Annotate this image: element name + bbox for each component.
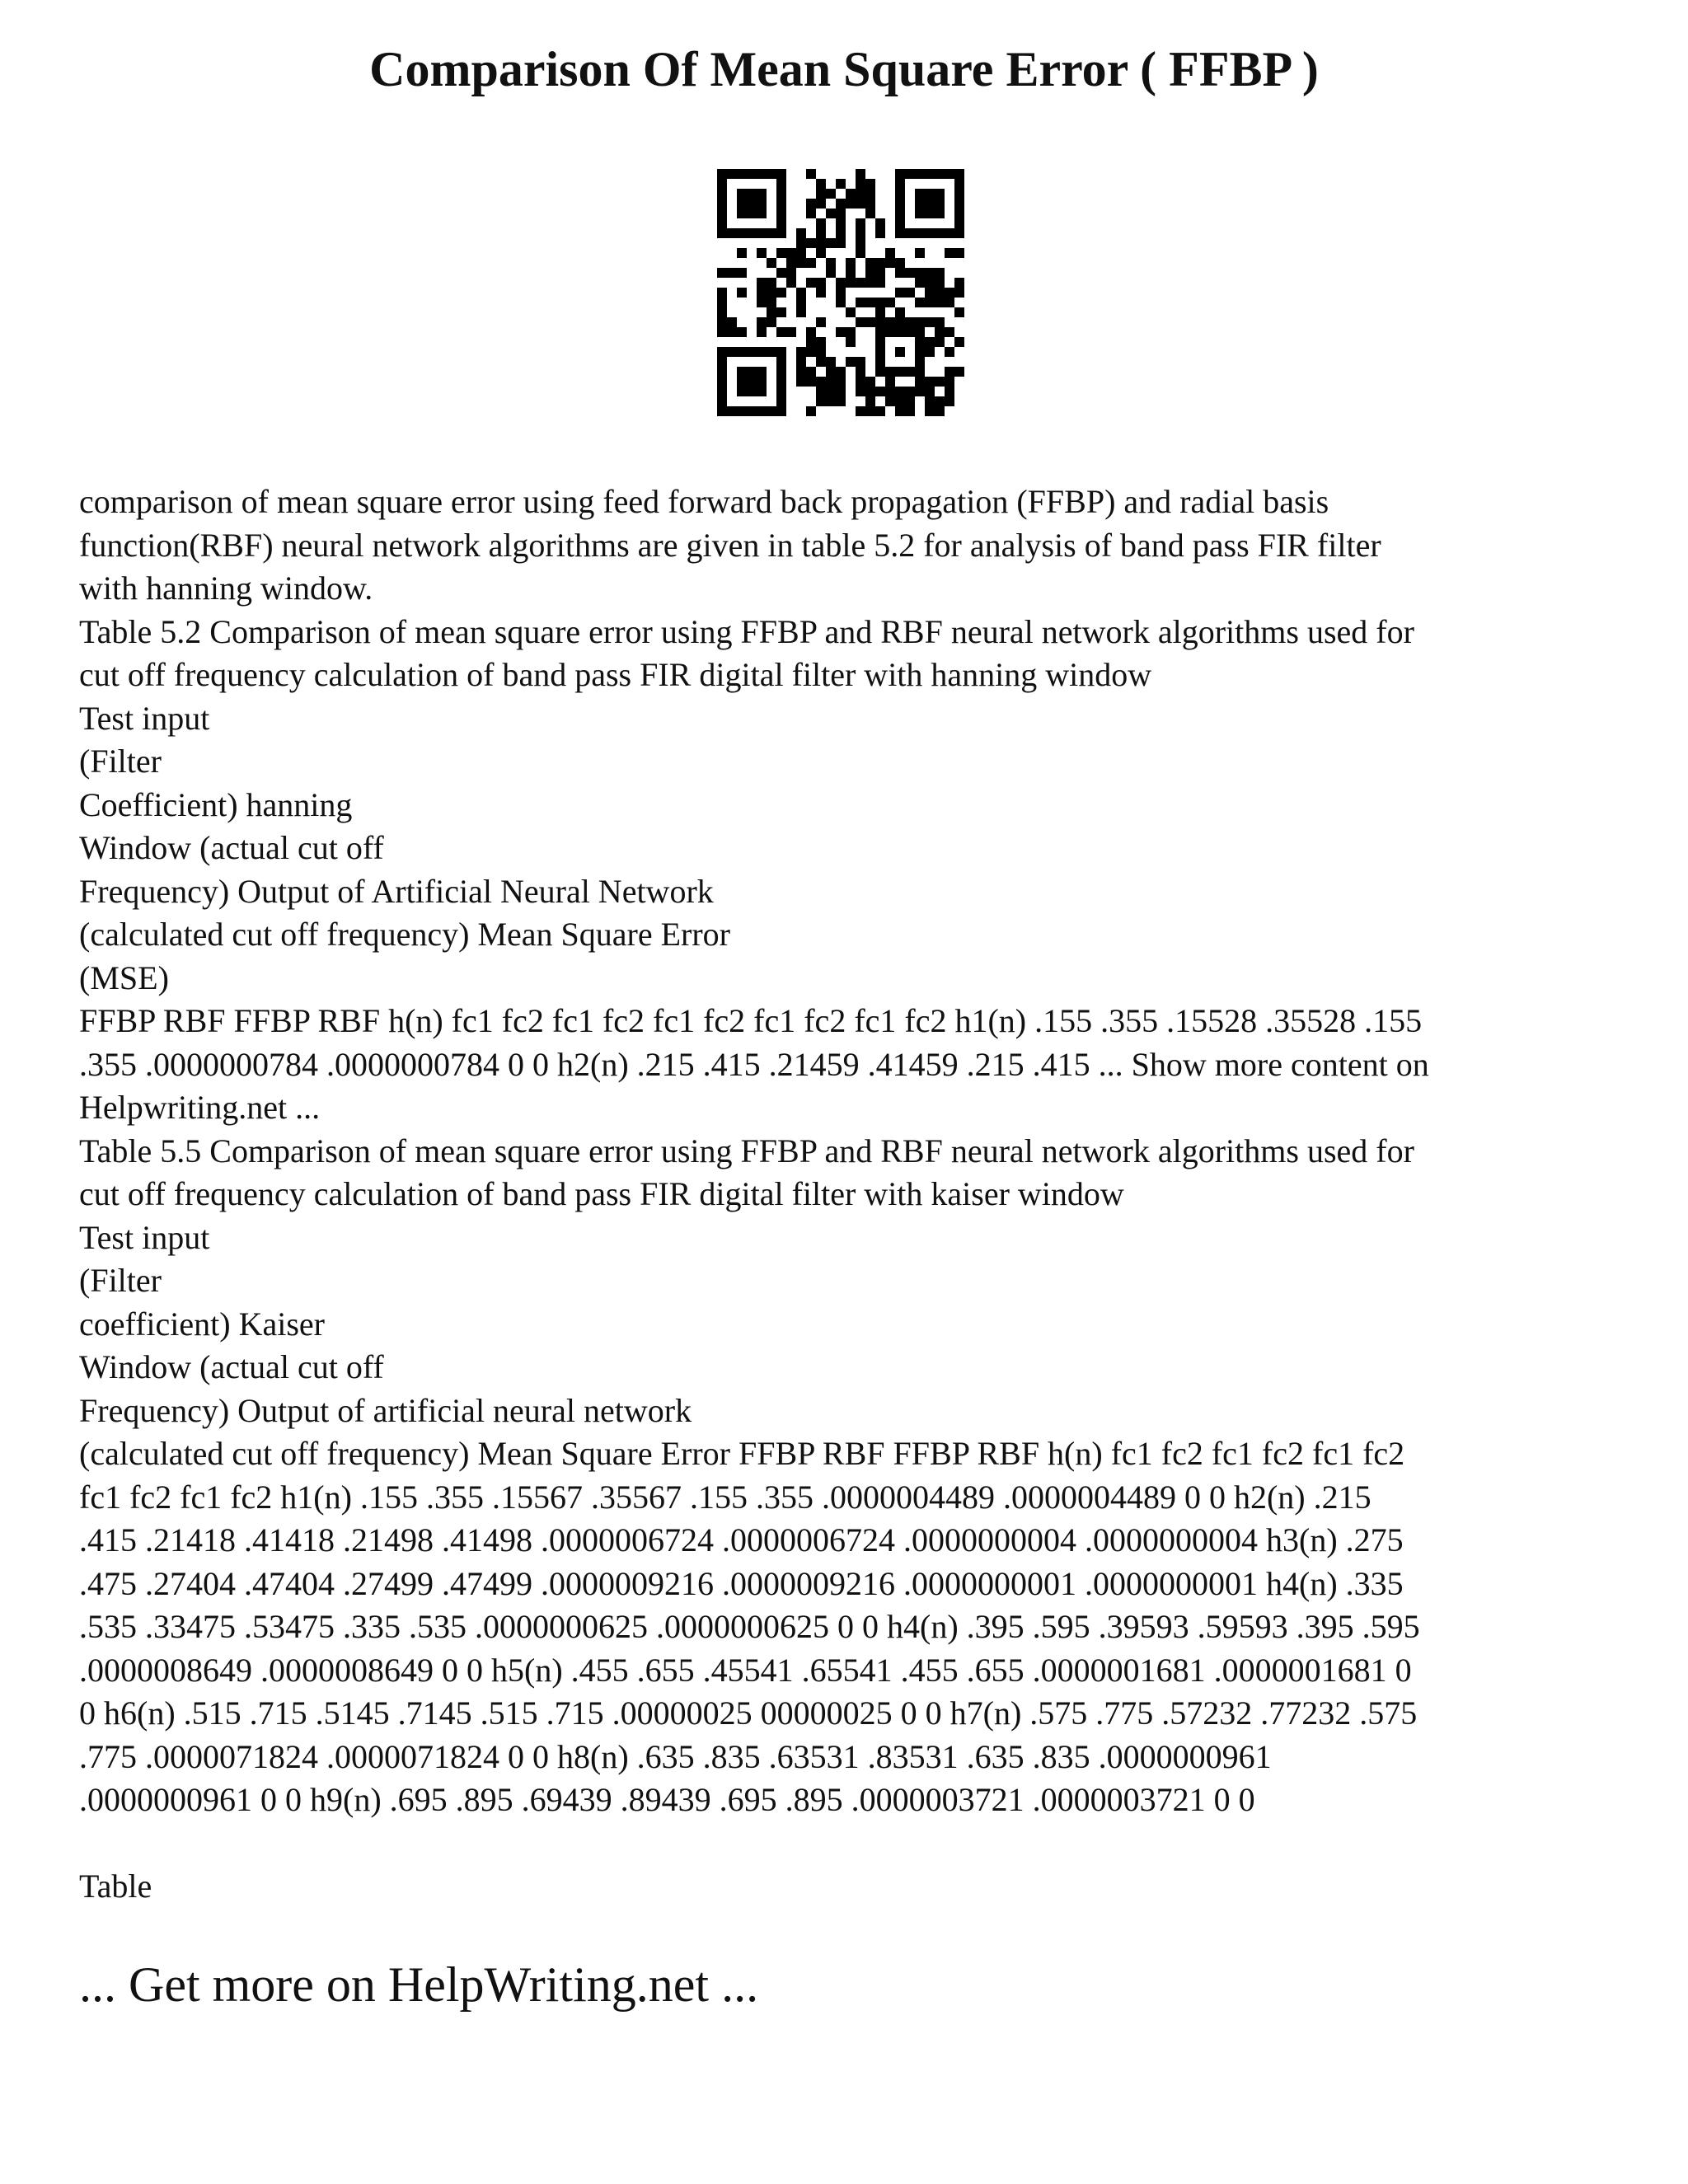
qr-code-icon: [717, 169, 964, 416]
get-more-link[interactable]: ... Get more on HelpWriting.net ...: [79, 1957, 759, 2012]
body-text-line: Frequency) Output of artificial neural network: [79, 1391, 692, 1429]
body-text-line: 0 h6(n) .515 .715 .5145 .7145 .515 .715 .00000025 00000025 0 0 h7(n) .575 .775 .57232 .77232 .575: [79, 1694, 1418, 1732]
body-text-line: cut off frequency calculation of band pass FIR digital filter with kaiser window: [79, 1175, 1124, 1212]
body-text-line: (calculated cut off frequency) Mean Square Error: [79, 916, 730, 953]
body-text-line: Helpwriting.net ...: [79, 1089, 321, 1126]
body-text-line: fc1 fc2 fc1 fc2 h1(n) .155 .355 .15567 .35567 .155 .355 .0000004489 .0000004489 0 0 h2(n) .215: [79, 1478, 1372, 1516]
body-text-line: (calculated cut off frequency) Mean Square Error FFBP RBF FFBP RBF h(n) fc1 fc2 fc1 fc2 fc1 fc2: [79, 1435, 1405, 1472]
body-text-line: (Filter: [79, 1262, 162, 1299]
body-text-line: (Filter: [79, 743, 162, 780]
body-text-line: .535 .33475 .53475 .335 .535 .0000000625 .0000000625 0 0 h4(n) .395 .595 .39593 .59593 .395 .595: [79, 1608, 1420, 1645]
body-text-line: (MSE): [79, 958, 169, 996]
body-text-line: FFBP RBF FFBP RBF h(n) fc1 fc2 fc1 fc2 fc1 fc2 fc1 fc2 fc1 fc2 h1(n) .155 .355 .15528 .35528 .155: [79, 1002, 1423, 1039]
body-text-line: function(RBF) neural network algorithms are given in table 5.2 for analysis of band pass FIR filter: [79, 526, 1381, 564]
body-text-line: Frequency) Output of Artificial Neural Network: [79, 872, 714, 910]
body-text-line: coefficient) Kaiser: [79, 1305, 325, 1343]
body-text-line: comparison of mean square error using feed forward back propagation (FFBP) and radial basis: [79, 483, 1329, 520]
body-text-line: Table 5.2 Comparison of mean square error using FFBP and RBF neural network algorithms used for: [79, 612, 1414, 650]
body-text-line: Coefficient) hanning: [79, 785, 353, 823]
body-text-line: Window (actual cut off: [79, 1348, 384, 1385]
body-text-line: .0000008649 .0000008649 0 0 h5(n) .455 .655 .45541 .65541 .455 .655 .0000001681 .0000001681 0: [79, 1651, 1412, 1689]
table-label: Table: [79, 1868, 152, 1905]
body-text-line: .475 .27404 .47404 .27499 .47499 .0000009216 .0000009216 .0000000001 .0000000001 h4(n) .335: [79, 1564, 1404, 1602]
page-title: Comparison Of Mean Square Error ( FFBP ): [369, 42, 1319, 96]
body-text-line: Window (actual cut off: [79, 829, 384, 866]
body-text-line: Test input: [79, 699, 210, 737]
body-text-line: Table 5.5 Comparison of mean square error using FFBP and RBF neural network algorithms used for: [79, 1132, 1414, 1169]
body-text-line: .415 .21418 .41418 .21498 .41498 .0000006724 .0000006724 .0000000004 .0000000004 h3(n) .275: [79, 1521, 1404, 1558]
body-text-line: cut off frequency calculation of band pass FIR digital filter with hanning window: [79, 656, 1152, 693]
body-text-line: .0000000961 0 0 h9(n) .695 .895 .69439 .89439 .695 .895 .0000003721 .0000003721 0 0: [79, 1781, 1255, 1818]
body-text-line: with hanning window.: [79, 569, 373, 607]
body-text-line: .775 .0000071824 .0000071824 0 0 h8(n) .635 .835 .63531 .83531 .635 .835 .0000000961: [79, 1737, 1272, 1775]
document-body: [79, 480, 1629, 1822]
body-text-line: Test input: [79, 1218, 210, 1256]
body-text-line: .355 .0000000784 .0000000784 0 0 h2(n) .215 .415 .21459 .41459 .215 .415 ... Show more content on: [79, 1045, 1429, 1083]
